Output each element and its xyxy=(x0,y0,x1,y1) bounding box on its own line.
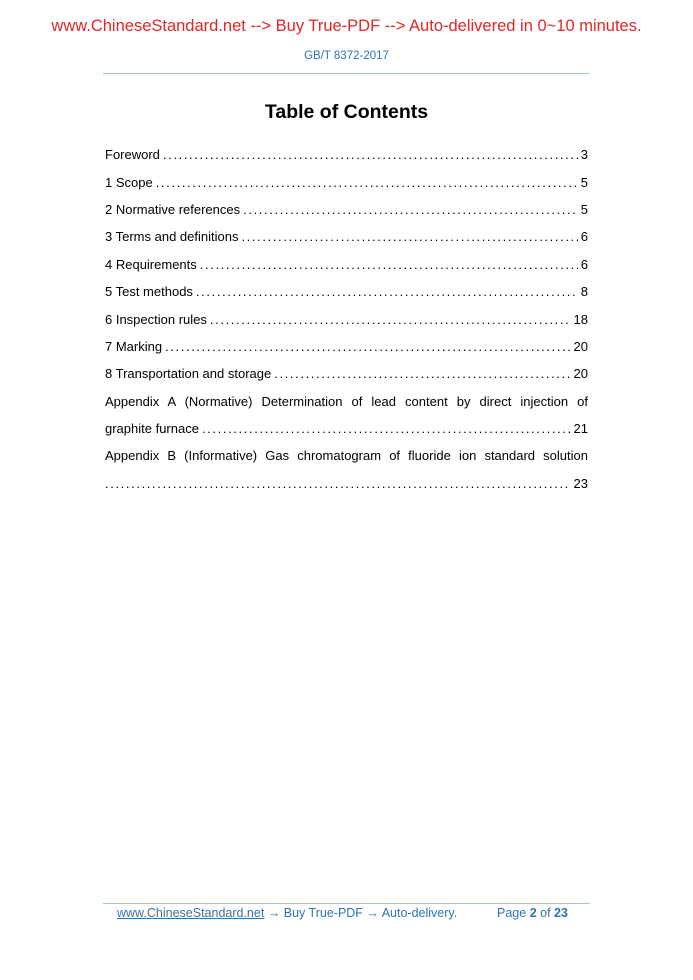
footer-divider xyxy=(103,903,590,904)
toc-entry-test-methods[interactable] xyxy=(105,278,588,305)
standard-code: GB/T 8372-2017 xyxy=(304,50,389,62)
toc-entry-requirements[interactable] xyxy=(105,251,588,278)
footer xyxy=(117,906,587,920)
toc-entry-page: 18 xyxy=(573,311,588,327)
toc-entry-page: 5 xyxy=(580,201,588,217)
toc-entry-appendix-a-line1[interactable]: Appendix A (Normative) Determination of lead content by direct injection of xyxy=(105,393,588,409)
total-pages-number: 23 xyxy=(554,906,568,920)
toc-entry-page: 23 xyxy=(573,475,588,491)
toc-entry-page: 6 xyxy=(580,256,588,272)
toc-entry-page: 5 xyxy=(580,174,588,190)
top-banner[interactable]: www.ChineseStandard.net --> Buy True-PDF --> Auto-delivered in 0~10 minutes. xyxy=(51,17,642,35)
toc-entry-label: 6 Inspection rules xyxy=(105,311,207,327)
toc-entry-label: 7 Marking xyxy=(105,338,163,354)
dot-leader xyxy=(165,339,570,354)
of-label: of xyxy=(540,906,551,920)
toc-entry-normative-references[interactable] xyxy=(105,196,588,223)
dot-leader xyxy=(156,175,578,190)
footer-tagline: → Buy True-PDF → Auto-delivery. xyxy=(264,906,458,920)
toc-entry-terms-and-definitions[interactable] xyxy=(105,223,588,250)
toc-entry-foreword[interactable] xyxy=(105,141,588,168)
toc-entry-label: 1 Scope xyxy=(105,174,153,190)
dot-leader xyxy=(210,312,571,327)
toc-entry-label: 5 Test methods xyxy=(105,284,193,300)
page-indicator xyxy=(497,906,568,920)
header-divider xyxy=(103,73,590,74)
toc-entry-label: 3 Terms and definitions xyxy=(105,229,239,245)
dot-leader xyxy=(202,421,571,436)
dot-leader xyxy=(241,229,577,244)
page-label: Page xyxy=(497,906,527,920)
page-title: Table of Contents xyxy=(264,101,429,123)
toc-entry-marking[interactable] xyxy=(105,333,588,360)
toc-entry-scope[interactable] xyxy=(105,168,588,195)
toc-entry-page: 8 xyxy=(580,284,588,300)
dot-leader xyxy=(274,366,570,381)
toc-entry-page: 3 xyxy=(580,147,588,163)
toc-entry-page: 21 xyxy=(573,421,588,437)
toc-entry-appendix-b-line1[interactable]: Appendix B (Informative) Gas chromatogram of fluoride ion standard solution xyxy=(105,448,588,464)
table-of-contents xyxy=(105,141,588,497)
toc-entry-transportation-and-storage[interactable] xyxy=(105,360,588,387)
toc-entry-page: 6 xyxy=(580,229,588,245)
toc-entry-inspection-rules[interactable] xyxy=(105,305,588,332)
toc-entry-page: 20 xyxy=(573,338,588,354)
toc-entry-label: 4 Requirements xyxy=(105,256,197,272)
toc-entry-label: Foreword xyxy=(105,147,160,163)
toc-entry-page: 20 xyxy=(573,366,588,382)
toc-entry-label: 8 Transportation and storage xyxy=(105,366,272,382)
dot-leader xyxy=(105,476,571,491)
toc-entry-appendix-b-line2[interactable] xyxy=(105,470,588,497)
toc-entry-label: 2 Normative references xyxy=(105,201,241,217)
footer-site-link[interactable]: www.ChineseStandard.net xyxy=(117,906,265,920)
dot-leader xyxy=(196,284,578,299)
toc-entry-appendix-a-line2[interactable] xyxy=(105,415,588,442)
toc-entry-label: graphite furnace xyxy=(105,421,199,437)
dot-leader xyxy=(243,202,578,217)
dot-leader xyxy=(200,257,578,272)
dot-leader xyxy=(163,147,578,162)
current-page-number: 2 xyxy=(529,906,537,920)
